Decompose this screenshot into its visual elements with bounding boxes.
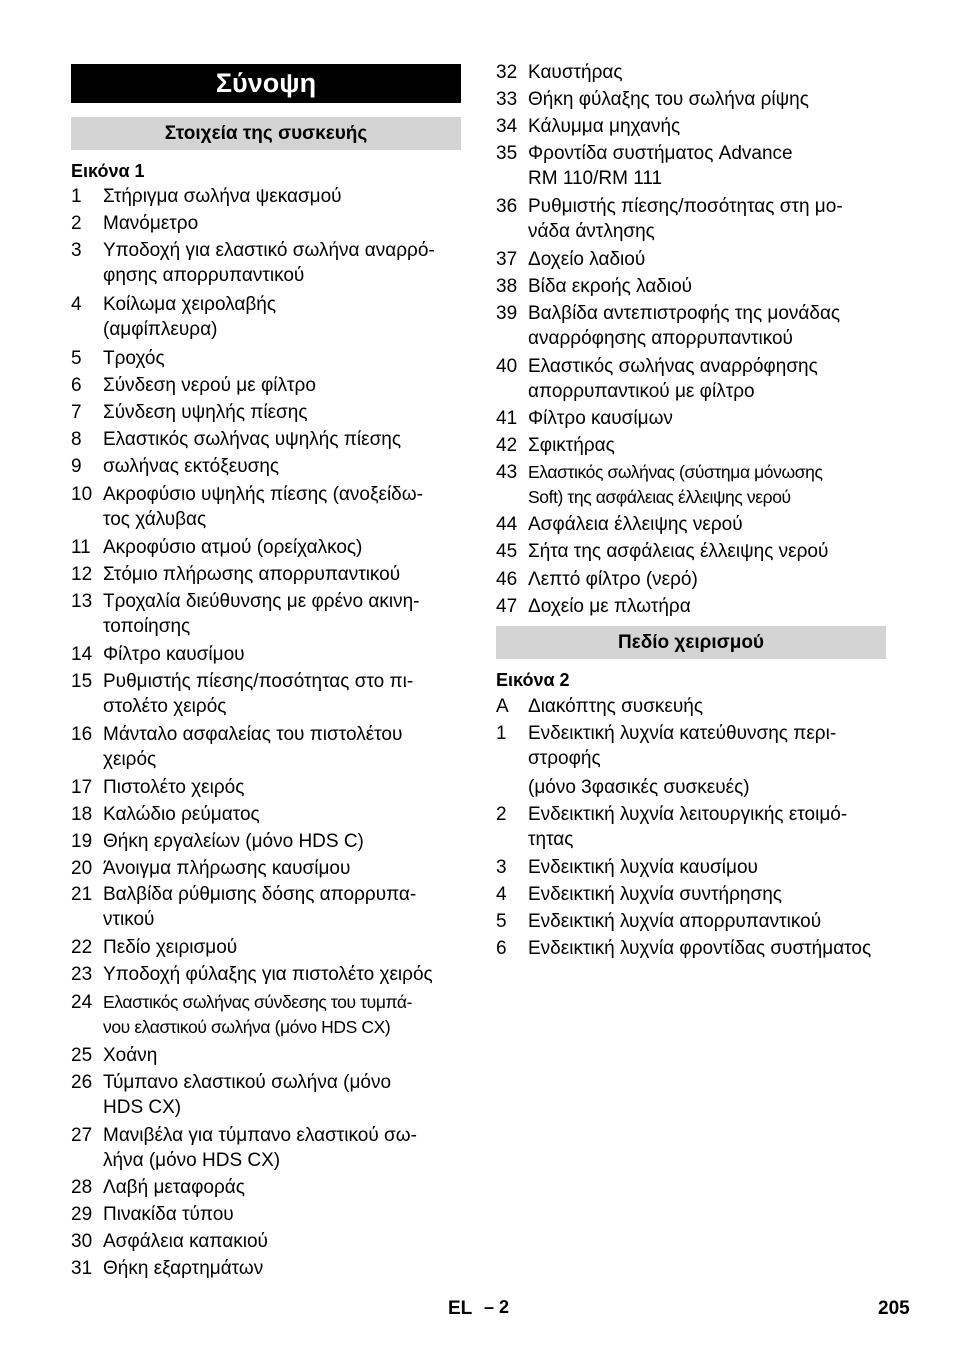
item-number: 43	[496, 462, 518, 483]
page-title: Σύνοψη	[71, 64, 461, 103]
list-item	[496, 274, 891, 299]
item-number: 3	[496, 857, 507, 878]
item-number: 22	[71, 937, 93, 958]
list-item	[71, 238, 466, 288]
item-text: Πιστολέτο χειρός	[103, 777, 245, 798]
list-item	[71, 535, 466, 560]
item-number: 7	[71, 402, 82, 423]
list-item	[71, 1043, 466, 1068]
list-item	[71, 482, 466, 532]
item-number: 42	[496, 435, 518, 456]
list-item	[71, 1256, 466, 1281]
list-item	[496, 567, 891, 592]
item-number: 15	[71, 671, 93, 692]
item-text: Μάνταλο ασφαλείας του πιστολέτου χειρός	[103, 724, 403, 770]
list-item	[71, 829, 466, 854]
item-text: Ενδεικτική λυχνία συντήρησης	[528, 884, 782, 905]
item-text: Ενδεικτική λυχνία απορρυπαντικού	[528, 911, 822, 932]
item-number: 20	[71, 858, 93, 879]
section-heading-control-panel: Πεδίο χειρισμού	[496, 626, 886, 659]
item-text: Ακροφύσιο ατμού (ορείχαλκος)	[103, 537, 363, 558]
list-item	[496, 60, 891, 85]
item-text: Ασφάλεια έλλειψης νερού	[528, 514, 743, 535]
list-item	[71, 589, 466, 639]
list-item	[496, 301, 891, 351]
list-item	[71, 935, 466, 960]
list-item	[496, 539, 891, 564]
item-number: 40	[496, 356, 518, 377]
item-number: 23	[71, 964, 93, 985]
item-number: 36	[496, 196, 518, 217]
list-item	[71, 1202, 466, 1227]
item-text: Βαλβίδα ρύθμισης δόσης απορρυπα- ντικού	[103, 884, 417, 930]
item-number: 46	[496, 569, 518, 590]
list-item	[496, 882, 891, 907]
item-number: 31	[71, 1258, 93, 1279]
item-number: A	[496, 696, 509, 717]
item-number: 4	[496, 884, 507, 905]
list-item	[71, 962, 466, 987]
list-item	[71, 562, 466, 587]
item-text: Ρυθμιστής πίεσης/ποσότητας στο πι- στολέτο χειρός	[103, 671, 414, 717]
item-text: Λεπτό φίλτρο (νερό)	[528, 569, 698, 590]
item-text: Στόμιο πλήρωσης απορρυπαντικού	[103, 564, 401, 585]
item-text: Ενδεικτική λυχνία φροντίδας συστήματος	[528, 938, 872, 959]
item-number: 5	[496, 911, 507, 932]
list-item	[496, 194, 891, 244]
list-item	[71, 775, 466, 800]
list-item	[71, 669, 466, 719]
footer-language: EL	[448, 1298, 473, 1319]
item-text: Κάλυμμα μηχανής	[528, 116, 681, 137]
item-text: Χοάνη	[103, 1045, 158, 1066]
list-item	[71, 802, 466, 827]
item-text: Ρυθμιστής πίεσης/ποσότητας στη μο- νάδα άντλησης	[528, 196, 843, 242]
item-text: Ελαστικός σωλήνας (σύστημα μόνωσης Soft) της ασφάλειας έλλειψης νερού	[528, 462, 823, 507]
list-item	[71, 400, 466, 425]
list-item	[496, 433, 891, 458]
item-text: Σύνδεση νερού με φίλτρο	[103, 375, 316, 396]
item-text: Κοίλωμα χειρολαβής (αμφίπλευρα)	[103, 294, 277, 340]
figure-1-label: Εικόνα 1	[71, 161, 145, 181]
list-item	[71, 211, 466, 236]
item-text: Μανιβέλα για τύμπανο ελαστικού σω- λήνα (μόνο HDS CX)	[103, 1125, 417, 1171]
item-text: Καυστήρας	[528, 62, 623, 83]
item-text: Σφικτήρας	[528, 435, 615, 456]
item-text: Δοχείο λαδιού	[528, 249, 646, 270]
list-item	[71, 990, 466, 1040]
item-text: Δοχείο με πλωτήρα	[528, 596, 691, 617]
list-item	[496, 512, 891, 537]
item-text: Βαλβίδα αντεπιστροφής της μονάδας αναρρόφησης απορρυπαντικού	[528, 303, 841, 349]
item-text: Πινακίδα τύπου	[103, 1204, 234, 1225]
item-number: 2	[496, 804, 507, 825]
item-text: Φίλτρο καυσίμου	[103, 644, 245, 665]
item-text: Φροντίδα συστήματος Advance RM 110/RM 111	[528, 143, 793, 189]
list-item	[71, 292, 466, 342]
item-text: Σύνδεση υψηλής πίεσης	[103, 402, 308, 423]
item-number: 25	[71, 1045, 93, 1066]
item-number: 5	[71, 348, 82, 369]
list-item	[71, 642, 466, 667]
item-number: 6	[71, 375, 82, 396]
item-number: 10	[71, 484, 93, 505]
list-item	[71, 373, 466, 398]
item-number: 6	[496, 938, 507, 959]
item-number: 45	[496, 541, 518, 562]
item-number: 24	[71, 992, 93, 1013]
list-item	[496, 87, 891, 112]
list-item	[71, 346, 466, 371]
item-text: Ενδεικτική λυχνία κατεύθυνσης περι- στροφής	[528, 723, 837, 769]
list-item	[496, 909, 891, 934]
item-number	[496, 775, 528, 800]
list-item	[496, 141, 891, 191]
item-text: Λαβή μεταφοράς	[103, 1177, 245, 1198]
list-item	[496, 247, 891, 272]
item-text: Τροχός	[103, 348, 165, 369]
section-heading-device-elements: Στοιχεία της συσκευής	[71, 117, 461, 150]
item-text: Βίδα εκροής λαδιού	[528, 276, 693, 297]
item-number: 28	[71, 1177, 93, 1198]
item-number: 41	[496, 408, 518, 429]
item-text: Ελαστικός σωλήνας αναρρόφησης απορρυπαντικού με φίλτρο	[528, 356, 818, 402]
list-item	[496, 694, 891, 719]
list-item	[496, 406, 891, 431]
list-item	[496, 802, 891, 852]
item-number: 37	[496, 249, 518, 270]
item-text: Τύμπανο ελαστικού σωλήνα (μόνο HDS CX)	[103, 1072, 392, 1118]
item-number: 12	[71, 564, 93, 585]
item-number: 17	[71, 777, 93, 798]
list-item	[496, 114, 891, 139]
item-number: 35	[496, 143, 518, 164]
item-text: Άνοιγμα πλήρωσης καυσίμου	[103, 858, 351, 879]
item-text: Σήτα της ασφάλειας έλλειψης νερού	[528, 541, 829, 562]
item-number: 21	[71, 884, 93, 905]
footer-page-number: 205	[878, 1298, 910, 1319]
list-item	[496, 855, 891, 880]
list-item	[71, 427, 466, 452]
item-text: Ασφάλεια καπακιού	[103, 1231, 268, 1252]
item-number: 29	[71, 1204, 93, 1225]
item-number: 8	[71, 429, 82, 450]
list-item	[71, 1123, 466, 1173]
item-number: 9	[71, 456, 82, 477]
item-text: σωλήνας εκτόξευσης	[103, 456, 280, 477]
list-item	[71, 722, 466, 772]
item-text: Διακόπτης συσκευής	[528, 696, 704, 717]
item-number: 39	[496, 303, 518, 324]
item-text: Θήκη εξαρτημάτων	[103, 1258, 264, 1279]
item-number: 2	[71, 213, 82, 234]
item-number: 27	[71, 1125, 93, 1146]
item-text: Ενδεικτική λυχνία καυσίμου	[528, 857, 758, 878]
item-number: 14	[71, 644, 93, 665]
item-text: Ακροφύσιο υψηλής πίεσης (ανοξείδω- τος χάλυβας	[103, 484, 423, 530]
list-item	[71, 454, 466, 479]
list-item	[496, 721, 891, 771]
item-number: 19	[71, 831, 93, 852]
item-number: 1	[71, 186, 82, 207]
item-number: 26	[71, 1072, 93, 1093]
item-number: 1	[496, 723, 507, 744]
item-text: Ελαστικός σωλήνας υψηλής πίεσης	[103, 429, 402, 450]
item-number: 16	[71, 724, 93, 745]
item-number: 34	[496, 116, 518, 137]
footer-section-page: – 2	[484, 1297, 510, 1317]
item-number: 4	[71, 294, 82, 315]
list-item	[496, 354, 891, 404]
list-item	[71, 856, 466, 881]
list-item	[496, 460, 891, 510]
list-item	[496, 936, 891, 961]
list-item	[71, 1175, 466, 1200]
item-text: Θήκη φύλαξης του σωλήνα ρίψης	[528, 89, 809, 110]
item-text: Πεδίο χειρισμού	[103, 937, 238, 958]
item-text: Μανόμετρο	[103, 213, 199, 234]
item-text: (μόνο 3φασικές συσκευές)	[528, 777, 750, 798]
item-number: 13	[71, 591, 93, 612]
item-text: Ενδεικτική λυχνία λειτουργικής ετοιμό- τητας	[528, 804, 848, 850]
list-item	[71, 882, 466, 932]
item-number: 11	[71, 537, 91, 558]
item-text: Καλώδιο ρεύματος	[103, 804, 260, 825]
item-number: 30	[71, 1231, 93, 1252]
item-number: 33	[496, 89, 518, 110]
list-item	[71, 1229, 466, 1254]
item-number: 38	[496, 276, 518, 297]
item-number: 18	[71, 804, 93, 825]
figure-2-label: Εικόνα 2	[496, 670, 570, 690]
list-item	[496, 594, 891, 619]
list-item	[496, 775, 891, 800]
item-text: Ελαστικός σωλήνας σύνδεσης του τυμπά- νου ελαστικού σωλήνα (μόνο HDS CX)	[103, 992, 413, 1037]
list-item	[71, 184, 466, 209]
item-text: Τροχαλία διεύθυνσης με φρένο ακινη- τοποίησης	[103, 591, 420, 637]
item-text: Υποδοχή για ελαστικό σωλήνα αναρρό- φησης απορρυπαντικού	[103, 240, 435, 286]
item-text: Υποδοχή φύλαξης για πιστολέτο χειρός	[103, 964, 433, 985]
item-text: Θήκη εργαλείων (μόνο HDS C)	[103, 831, 364, 852]
item-number: 47	[496, 596, 518, 617]
item-number: 32	[496, 62, 518, 83]
item-text: Φίλτρο καυσίμων	[528, 408, 673, 429]
item-text: Στήριγμα σωλήνα ψεκασμού	[103, 186, 342, 207]
list-item	[71, 1070, 466, 1120]
item-number: 3	[71, 240, 82, 261]
item-number: 44	[496, 514, 518, 535]
